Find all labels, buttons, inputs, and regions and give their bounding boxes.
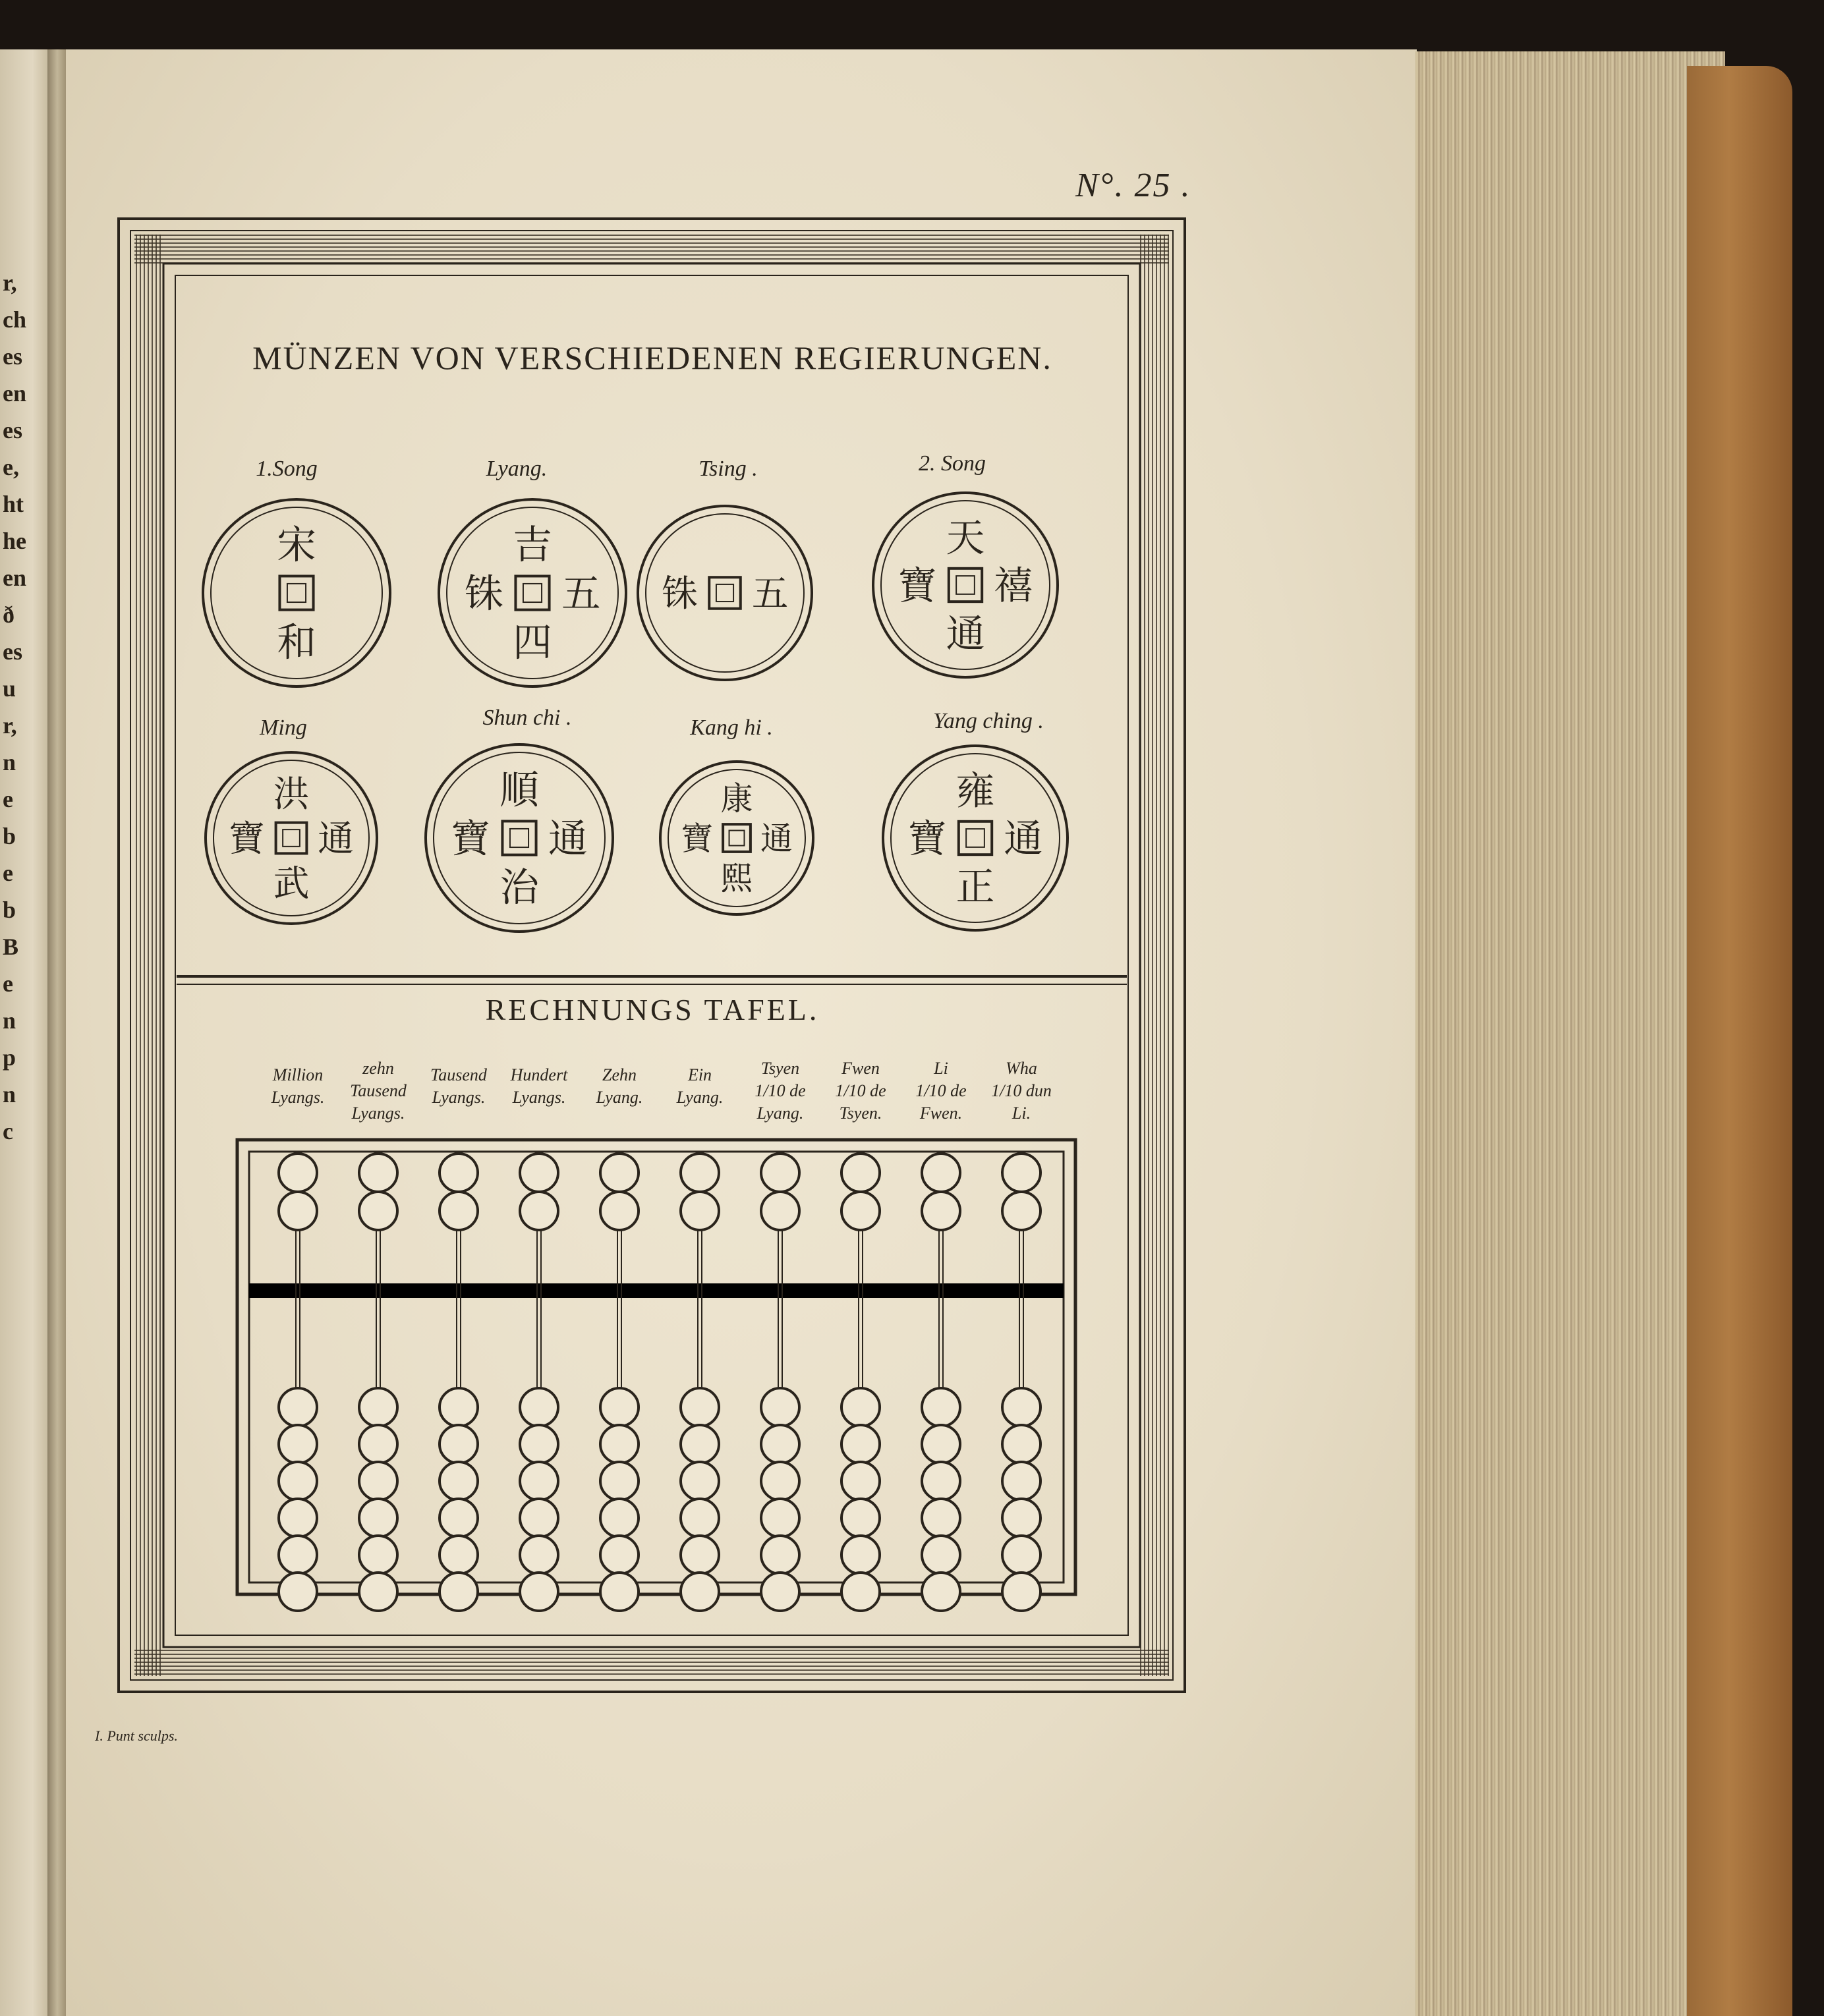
coin-character: 治: [499, 866, 539, 910]
left-page-text-fragment: he: [3, 528, 26, 554]
abacus-bead: [1002, 1192, 1040, 1230]
abacus-bead: [359, 1154, 397, 1192]
abacus-bead: [681, 1154, 719, 1192]
plate-number: N°. 25 .: [1075, 167, 1191, 204]
abacus-column-label: Li.: [1012, 1104, 1031, 1123]
left-page-text-fragment: e: [3, 860, 13, 886]
abacus-bead: [681, 1192, 719, 1230]
coin-label: Shun chi .: [482, 706, 572, 730]
abacus-bead: [922, 1536, 960, 1574]
coin-hole-inner: [510, 829, 528, 847]
left-page-text-fragment: n: [3, 749, 16, 775]
abacus-bead: [681, 1499, 719, 1537]
abacus-bead: [841, 1388, 880, 1426]
abacus-column-label: Lyangs.: [432, 1088, 486, 1107]
coin-square-hole: [723, 824, 751, 852]
coin-character: 和: [277, 621, 316, 665]
coin-character: 熙: [720, 860, 753, 897]
coin-square-hole: [276, 823, 307, 854]
coin-square-hole: [949, 569, 982, 602]
coin-character: 宋: [277, 523, 316, 567]
coin-hole-inner: [729, 831, 745, 846]
engraver-signature: I. Punt sculps.: [95, 1727, 178, 1744]
left-page-text-fragment: p: [3, 1044, 16, 1071]
abacus-rod: [520, 1153, 558, 1611]
abacus-bead: [841, 1462, 880, 1500]
abacus-column-label: Tausend: [350, 1081, 407, 1100]
abacus-bead: [279, 1425, 317, 1463]
abacus-bead: [520, 1425, 558, 1463]
coin: [638, 457, 812, 680]
left-page-text-fragment: B: [3, 934, 19, 960]
left-page-text-fragment: en: [3, 380, 26, 406]
abacus-bead: [520, 1499, 558, 1537]
abacus-bead: [279, 1536, 317, 1574]
coin: [203, 457, 390, 686]
left-page-text-fragment: es: [3, 343, 22, 370]
abacus-column-label: Tsyen: [760, 1059, 800, 1078]
abacus-column-label: 1/10 de: [915, 1081, 967, 1100]
abacus-column-label: 1/10 de: [755, 1081, 806, 1100]
coin-hole-inner: [956, 576, 975, 594]
abacus-rod: [279, 1153, 317, 1611]
left-page-text-fragment: r,: [3, 712, 17, 739]
left-page-text-fragment: en: [3, 565, 26, 591]
abacus-rod: [1002, 1153, 1040, 1611]
coin-label: 2. Song: [919, 451, 986, 476]
left-page-text-fragment: b: [3, 897, 16, 923]
abacus-bead: [440, 1536, 478, 1574]
coin-label: 1.Song: [256, 457, 318, 481]
coin-character: 通: [548, 817, 588, 861]
abacus-bead: [761, 1192, 799, 1230]
abacus-bead: [600, 1573, 639, 1611]
coin-label: Kang hi .: [690, 715, 773, 740]
coin-character: 铢: [464, 572, 503, 616]
abacus-bead: [440, 1425, 478, 1463]
abacus-bead: [359, 1388, 397, 1426]
abacus-bead: [520, 1573, 558, 1611]
abacus-bead: [279, 1388, 317, 1426]
abacus-bead: [359, 1573, 397, 1611]
abacus-bead: [600, 1154, 639, 1192]
left-page-text-fragment: r,: [3, 269, 17, 296]
abacus-rod: [600, 1153, 639, 1611]
coin-character: 雍: [955, 770, 995, 813]
abacus-bead: [761, 1573, 799, 1611]
coin-square-hole: [515, 576, 549, 609]
abacus-bead: [841, 1154, 880, 1192]
abacus-title: RECHNUNGS TAFEL.: [485, 993, 820, 1026]
abacus-bead: [841, 1192, 880, 1230]
left-page-text-fragment: n: [3, 1081, 16, 1107]
abacus-bead: [761, 1536, 799, 1574]
abacus-rod: [359, 1153, 397, 1611]
coin-character: 正: [955, 865, 995, 909]
coin-character: 寶: [229, 818, 265, 859]
abacus-bead: [681, 1388, 719, 1426]
coin-hole-inner: [283, 829, 300, 847]
coin: [873, 451, 1058, 677]
abacus-bead: [841, 1536, 880, 1574]
left-page-text-fragment: ht: [3, 491, 24, 517]
abacus-column-label: 1/10 de: [835, 1081, 886, 1100]
abacus-bead: [922, 1154, 960, 1192]
abacus-bead: [279, 1573, 317, 1611]
abacus-rod: [440, 1153, 478, 1611]
abacus-bead: [359, 1462, 397, 1500]
abacus-rod: [841, 1153, 880, 1611]
abacus-bead: [440, 1388, 478, 1426]
abacus-column-label: Lyang.: [676, 1088, 724, 1107]
abacus-bead: [1002, 1573, 1040, 1611]
abacus-column-label: Wha: [1006, 1059, 1037, 1078]
abacus-bead: [520, 1388, 558, 1426]
coin: [426, 706, 613, 932]
left-page-text-fragment: ð: [3, 602, 14, 628]
abacus-bead: [761, 1388, 799, 1426]
coin-character: 通: [760, 821, 793, 857]
left-page-text-fragment: u: [3, 675, 16, 702]
abacus-column-label: Fwen: [841, 1059, 880, 1078]
abacus-bead: [681, 1536, 719, 1574]
coin-character: 寶: [681, 821, 714, 857]
abacus-bead: [841, 1499, 880, 1537]
abacus-bead: [440, 1192, 478, 1230]
abacus-bead: [440, 1462, 478, 1500]
abacus-column-label: Ein: [687, 1065, 712, 1084]
coins-title: MÜNZEN VON VERSCHIEDENEN REGIERUNGEN.: [252, 339, 1052, 376]
abacus-bead: [761, 1499, 799, 1537]
coin-square-hole: [502, 821, 536, 854]
abacus-bead: [440, 1154, 478, 1192]
left-page-text-fragment: c: [3, 1118, 13, 1144]
abacus-bead: [600, 1192, 639, 1230]
abacus-column-label: Tausend: [430, 1065, 487, 1084]
coin-hole-inner: [716, 584, 733, 602]
abacus-column-label: Lyangs.: [512, 1088, 566, 1107]
abacus-bead: [1002, 1154, 1040, 1192]
coin: [206, 715, 377, 924]
abacus-bead: [279, 1154, 317, 1192]
abacus-column-label: Lyangs.: [351, 1104, 405, 1123]
coin-hole-inner: [287, 584, 306, 602]
abacus-bead: [600, 1425, 639, 1463]
abacus-bead: [279, 1192, 317, 1230]
abacus-bead: [922, 1192, 960, 1230]
coin-label: Yang ching .: [933, 709, 1044, 733]
abacus-column-label: Li: [934, 1059, 948, 1078]
abacus-column-label: 1/10 dun: [991, 1081, 1052, 1100]
abacus-bead: [1002, 1425, 1040, 1463]
abacus-bead: [681, 1425, 719, 1463]
left-page-text-fragment: e: [3, 970, 13, 997]
abacus-bead: [922, 1425, 960, 1463]
abacus-bead: [841, 1425, 880, 1463]
abacus-bead: [1002, 1462, 1040, 1500]
abacus-column-label: Lyangs.: [271, 1088, 325, 1107]
coin-label: Tsing .: [698, 457, 758, 481]
abacus-bead: [279, 1462, 317, 1500]
coin-character: 洪: [273, 774, 310, 815]
coin-square-hole: [709, 577, 741, 609]
coin-character: 通: [1004, 818, 1043, 861]
abacus-bead: [922, 1573, 960, 1611]
abacus-column-label: Lyang.: [756, 1104, 804, 1123]
coin-character: 武: [273, 863, 310, 904]
abacus-rod: [761, 1153, 799, 1611]
coin-character: 順: [499, 768, 539, 812]
left-page-text-fragment: es: [3, 638, 22, 665]
abacus-beam: [249, 1283, 1064, 1298]
abacus-column-label: Lyang.: [596, 1088, 643, 1107]
abacus-bead: [1002, 1388, 1040, 1426]
abacus-bead: [1002, 1499, 1040, 1537]
abacus-rod: [922, 1153, 960, 1611]
abacus-bead: [440, 1499, 478, 1537]
abacus-column-label: Million: [272, 1065, 324, 1084]
coin-character: 铢: [661, 573, 698, 614]
abacus-bead: [359, 1192, 397, 1230]
coin-character: 五: [561, 572, 601, 616]
abacus-bead: [520, 1536, 558, 1574]
abacus-bead: [841, 1573, 880, 1611]
abacus-bead: [600, 1388, 639, 1426]
coin-label: Lyang.: [486, 457, 548, 481]
abacus-bead: [1002, 1536, 1040, 1574]
abacus-bead: [922, 1462, 960, 1500]
abacus-bead: [440, 1573, 478, 1611]
left-page-text-fragment: e,: [3, 454, 19, 480]
coin: [883, 709, 1068, 930]
abacus-bead: [761, 1154, 799, 1192]
abacus-bead: [520, 1462, 558, 1500]
coin-square-hole: [959, 822, 992, 854]
coin-character: 五: [751, 573, 789, 614]
abacus-column-label: Zehn: [602, 1065, 637, 1084]
coin: [660, 715, 813, 914]
abacus-bead: [359, 1536, 397, 1574]
left-page-text-fragment: es: [3, 417, 22, 443]
abacus-bead: [681, 1573, 719, 1611]
coin-character: 通: [318, 818, 354, 859]
abacus-column-labels: [271, 1059, 1052, 1123]
coin-character: 吉: [513, 523, 552, 567]
coin-character: 四: [513, 621, 552, 665]
coin-character: 康: [720, 781, 753, 818]
abacus-bead: [761, 1462, 799, 1500]
left-page-text-fragment: n: [3, 1007, 16, 1034]
abacus-rod: [681, 1153, 719, 1611]
coin-character: 天: [946, 517, 985, 560]
coin-character: 寶: [451, 817, 490, 861]
coin-character: 禧: [994, 565, 1033, 608]
coin: [439, 457, 626, 686]
abacus-bead: [359, 1425, 397, 1463]
abacus-bead: [600, 1499, 639, 1537]
left-page-text-fragment: e: [3, 786, 13, 812]
left-page-text-fragment: b: [3, 823, 16, 849]
abacus: [237, 1140, 1075, 1611]
coin-hole-inner: [523, 584, 542, 602]
coin-label: Ming: [260, 715, 307, 740]
abacus-bead: [922, 1499, 960, 1537]
abacus-bead: [520, 1154, 558, 1192]
abacus-bead: [359, 1499, 397, 1537]
abacus-column-label: Hundert: [510, 1065, 568, 1084]
abacus-bead: [761, 1425, 799, 1463]
abacus-bead: [279, 1499, 317, 1537]
coins-group: [203, 451, 1068, 932]
abacus-bead: [922, 1388, 960, 1426]
coin-character: 寶: [907, 818, 947, 861]
abacus-bead: [681, 1462, 719, 1500]
abacus-column-label: Tsyen.: [839, 1104, 882, 1123]
abacus-bead: [600, 1462, 639, 1500]
abacus-column-label: zehn: [362, 1059, 394, 1078]
abacus-bead: [600, 1536, 639, 1574]
coin-square-hole: [279, 576, 313, 609]
coin-character: 寶: [898, 565, 937, 608]
abacus-column-label: Fwen.: [919, 1104, 963, 1123]
abacus-bead: [520, 1192, 558, 1230]
left-page-text-fragment: ch: [3, 306, 26, 333]
coin-character: 通: [946, 612, 985, 656]
coin-hole-inner: [966, 829, 984, 847]
